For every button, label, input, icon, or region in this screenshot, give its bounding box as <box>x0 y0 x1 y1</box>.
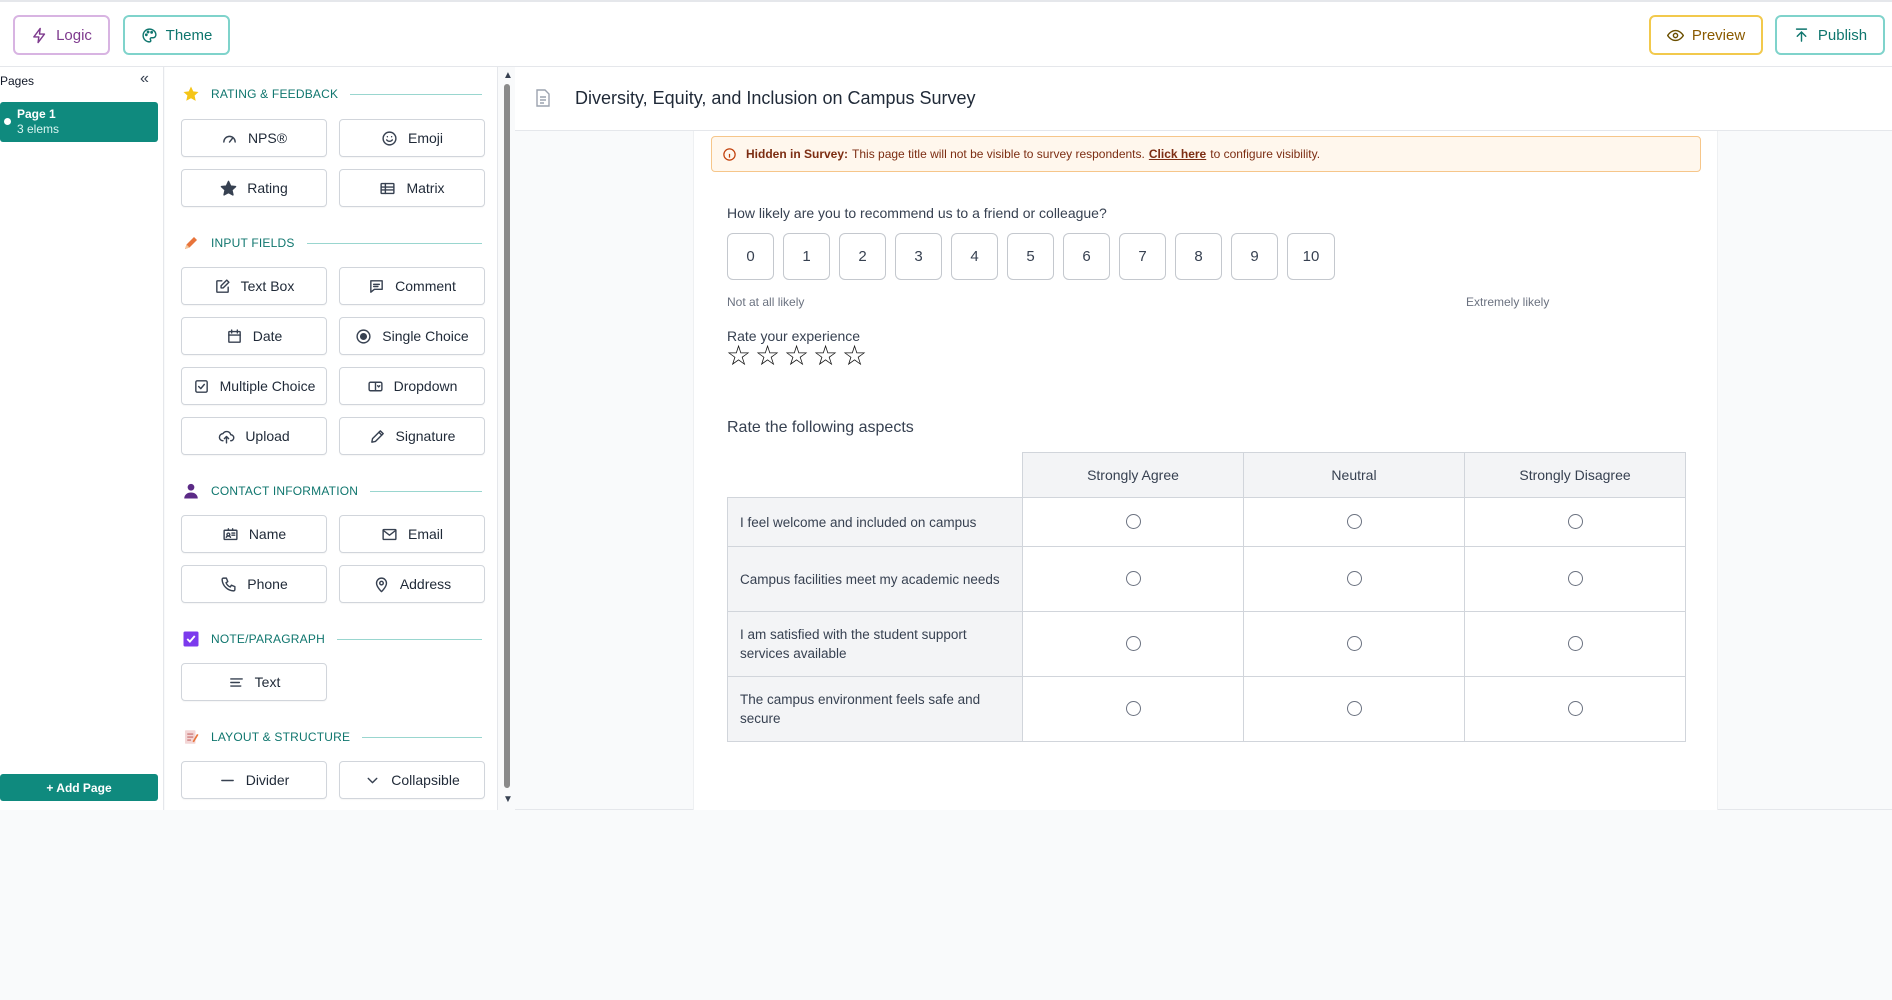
elements-panel <box>165 67 498 810</box>
matrix-header-row <box>728 453 1686 498</box>
person-icon <box>182 482 200 500</box>
section-input-fields <box>182 233 482 253</box>
calendar-icon <box>226 328 243 345</box>
star-outline-icon[interactable]: ☆ <box>842 340 868 371</box>
element-name-button[interactable] <box>181 515 327 553</box>
star-rating <box>726 340 866 372</box>
element-label: Dropdown <box>393 378 458 394</box>
matrix-radio[interactable] <box>1568 571 1583 586</box>
matrix-cell <box>1465 547 1686 612</box>
dropdown-icon <box>367 378 384 395</box>
section-contact-information <box>182 481 482 501</box>
section-label: NOTE/PARAGRAPH <box>211 632 325 646</box>
section-divider <box>362 737 482 738</box>
element-label: Single Choice <box>382 328 469 344</box>
pages-title: Pages <box>0 74 35 88</box>
element-text-button[interactable] <box>181 663 327 701</box>
checked-box-icon <box>182 630 200 648</box>
memo-icon <box>182 728 200 746</box>
page-title[interactable]: Diversity, Equity, and Inclusion on Campus Survey <box>575 88 976 108</box>
matrix-cell <box>1465 677 1686 742</box>
preview-button[interactable] <box>1649 15 1763 55</box>
element-date-button[interactable] <box>181 317 327 355</box>
page-item-1[interactable] <box>0 102 158 142</box>
element-address-button[interactable] <box>339 565 485 603</box>
element-label: Divider <box>245 772 290 788</box>
active-dot-icon <box>4 118 11 125</box>
id-card-icon <box>222 526 239 543</box>
map-pin-icon <box>373 576 390 593</box>
section-label: RATING & FEEDBACK <box>211 87 339 101</box>
matrix-cell <box>1244 677 1465 742</box>
element-label: Emoji <box>407 130 443 146</box>
scroll-down-icon[interactable]: ▼ <box>503 794 513 805</box>
nps-option-10[interactable]: 10 <box>1287 233 1335 280</box>
matrix-title[interactable]: Rate the following aspects <box>727 419 914 436</box>
hidden-title-notice <box>711 136 1701 172</box>
element-label: Matrix <box>406 180 445 196</box>
element-divider-button[interactable] <box>181 761 327 799</box>
section-divider <box>337 639 482 640</box>
element-single-choice-button[interactable] <box>339 317 485 355</box>
element-label: Email <box>407 526 443 542</box>
section-note-paragraph <box>182 629 482 649</box>
matrix-cell <box>1023 677 1244 742</box>
element-upload-button[interactable] <box>181 417 327 455</box>
document-icon <box>535 89 551 107</box>
nps-option-3[interactable]: 3 <box>895 233 942 280</box>
preview-label: Preview <box>1691 26 1746 44</box>
section-label: LAYOUT & STRUCTURE <box>211 730 351 744</box>
element-email-button[interactable] <box>339 515 485 553</box>
collapse-panel-icon[interactable]: « <box>140 70 149 87</box>
element-nps-button[interactable] <box>181 119 327 157</box>
pen-icon <box>369 428 386 445</box>
rating-question[interactable]: Rate your experience <box>727 328 861 344</box>
element-label: NPS® <box>247 130 288 146</box>
notice-suffix: to configure visibility. <box>1210 147 1321 161</box>
matrix-cell <box>1244 498 1465 547</box>
matrix-radio[interactable] <box>1126 636 1141 651</box>
element-comment-button[interactable] <box>339 267 485 305</box>
nps-high-label: Extremely likely <box>1466 295 1550 309</box>
scroll-up-icon[interactable]: ▲ <box>503 70 513 81</box>
top-toolbar <box>0 0 1892 67</box>
matrix-row <box>728 498 1686 547</box>
elements-scrollbar[interactable] <box>500 67 514 810</box>
matrix-radio[interactable] <box>1126 514 1141 529</box>
edit-box-icon <box>214 278 231 295</box>
matrix-radio[interactable] <box>1347 636 1362 651</box>
nps-option-9[interactable]: 9 <box>1231 233 1278 280</box>
matrix-radio[interactable] <box>1347 514 1362 529</box>
matrix-column-header: Strongly Agree <box>1023 453 1244 498</box>
element-multiple-choice-button[interactable] <box>181 367 327 405</box>
element-rating-button[interactable] <box>181 169 327 207</box>
element-label: Multiple Choice <box>219 378 316 394</box>
nps-option-2[interactable]: 2 <box>839 233 886 280</box>
element-label: Text <box>254 674 281 690</box>
element-signature-button[interactable] <box>339 417 485 455</box>
scroll-thumb[interactable] <box>504 84 510 788</box>
element-label: Comment <box>395 278 456 294</box>
chevron-down-icon <box>364 772 381 789</box>
star-icon <box>182 85 200 103</box>
star-outline-icon[interactable]: ☆ <box>755 340 781 371</box>
section-rating-feedback <box>182 84 482 104</box>
nps-low-label: Not at all likely <box>727 295 805 309</box>
nps-option-7[interactable]: 7 <box>1119 233 1166 280</box>
matrix-radio[interactable] <box>1568 701 1583 716</box>
page-elem-count: 3 elems <box>17 122 60 136</box>
matrix-row-label: The campus environment feels safe and secure <box>728 677 1023 742</box>
section-label: CONTACT INFORMATION <box>211 484 359 498</box>
publish-button[interactable] <box>1775 15 1885 55</box>
matrix-column-header: Neutral <box>1244 453 1465 498</box>
element-label: Rating <box>247 180 288 196</box>
element-label: Phone <box>247 576 288 592</box>
section-divider <box>350 94 482 95</box>
logic-label: Logic <box>56 26 92 44</box>
matrix-row <box>728 547 1686 612</box>
phone-icon <box>220 576 237 593</box>
lightning-icon <box>31 27 48 44</box>
matrix-row-label: Campus facilities meet my academic needs <box>728 547 1023 612</box>
matrix-radio[interactable] <box>1347 701 1362 716</box>
element-label: Address <box>399 576 452 592</box>
element-matrix-button[interactable] <box>339 169 485 207</box>
element-label: Text Box <box>240 278 295 294</box>
pages-panel <box>0 67 164 810</box>
matrix-cell <box>1023 612 1244 677</box>
nps-option-5[interactable]: 5 <box>1007 233 1054 280</box>
nps-question[interactable]: How likely are you to recommend us to a friend or colleague? <box>727 205 1107 221</box>
text-lines-icon <box>228 674 245 691</box>
publish-label: Publish <box>1817 26 1868 44</box>
survey-canvas <box>693 131 1718 810</box>
matrix-cell <box>1465 612 1686 677</box>
element-label: Signature <box>395 428 456 444</box>
nps-option-1[interactable]: 1 <box>783 233 830 280</box>
page-name: Page 1 <box>17 107 56 121</box>
element-label: Date <box>252 328 283 344</box>
matrix-row <box>728 677 1686 742</box>
nps-option-6[interactable]: 6 <box>1063 233 1110 280</box>
add-page-button[interactable]: + Add Page <box>0 774 158 801</box>
matrix-radio[interactable] <box>1568 636 1583 651</box>
configure-visibility-link[interactable]: Click here <box>1148 147 1207 161</box>
page-title-bar <box>515 67 1892 131</box>
matrix-row-label: I am satisfied with the student support services available <box>728 612 1023 677</box>
gauge-icon <box>221 130 238 147</box>
notice-text: This page title will not be visible to survey respondents. <box>852 147 1145 161</box>
star-outline-icon[interactable]: ☆ <box>726 340 752 371</box>
theme-label: Theme <box>165 26 213 44</box>
star-outline-icon[interactable]: ☆ <box>784 340 810 371</box>
element-emoji-button[interactable] <box>339 119 485 157</box>
matrix-table <box>727 452 1686 742</box>
pencil-icon <box>182 234 200 252</box>
matrix-cell <box>1023 498 1244 547</box>
matrix-row-label: I feel welcome and included on campus <box>728 498 1023 547</box>
star-filled-icon <box>220 180 237 197</box>
matrix-cell <box>1244 547 1465 612</box>
matrix-radio[interactable] <box>1568 514 1583 529</box>
editor-area <box>515 67 1892 810</box>
mail-icon <box>381 526 398 543</box>
section-divider <box>307 243 482 244</box>
matrix-cell <box>1244 612 1465 677</box>
matrix-cell <box>1023 547 1244 612</box>
palette-icon <box>141 27 158 44</box>
upload-arrow-icon <box>1793 27 1810 44</box>
comment-icon <box>368 278 385 295</box>
theme-button[interactable] <box>123 15 230 55</box>
nps-option-0[interactable]: 0 <box>727 233 774 280</box>
grid-icon <box>379 180 396 197</box>
element-label: Name <box>248 526 287 542</box>
element-textbox-button[interactable] <box>181 267 327 305</box>
star-outline-icon[interactable]: ☆ <box>813 340 839 371</box>
matrix-cell <box>1465 498 1686 547</box>
radio-icon <box>355 328 372 345</box>
matrix-column-header: Strongly Disagree <box>1465 453 1686 498</box>
matrix-radio[interactable] <box>1347 571 1362 586</box>
nps-option-8[interactable]: 8 <box>1175 233 1222 280</box>
nps-option-4[interactable]: 4 <box>951 233 998 280</box>
info-icon <box>722 147 737 162</box>
section-layout-structure <box>182 727 482 747</box>
section-label: INPUT FIELDS <box>211 236 295 250</box>
checkbox-icon <box>193 378 210 395</box>
element-label: Upload <box>245 428 290 444</box>
section-divider <box>370 491 482 492</box>
matrix-corner <box>728 453 1023 498</box>
element-collapsible-button[interactable] <box>339 761 485 799</box>
logic-button[interactable] <box>13 15 110 55</box>
matrix-row <box>728 612 1686 677</box>
minus-icon <box>219 772 236 789</box>
matrix-radio[interactable] <box>1126 701 1141 716</box>
eye-icon <box>1667 27 1684 44</box>
element-label: Collapsible <box>391 772 460 788</box>
element-dropdown-button[interactable] <box>339 367 485 405</box>
element-phone-button[interactable] <box>181 565 327 603</box>
matrix-radio[interactable] <box>1126 571 1141 586</box>
smile-icon <box>381 130 398 147</box>
notice-bold: Hidden in Survey: <box>746 147 849 161</box>
cloud-upload-icon <box>218 428 235 445</box>
